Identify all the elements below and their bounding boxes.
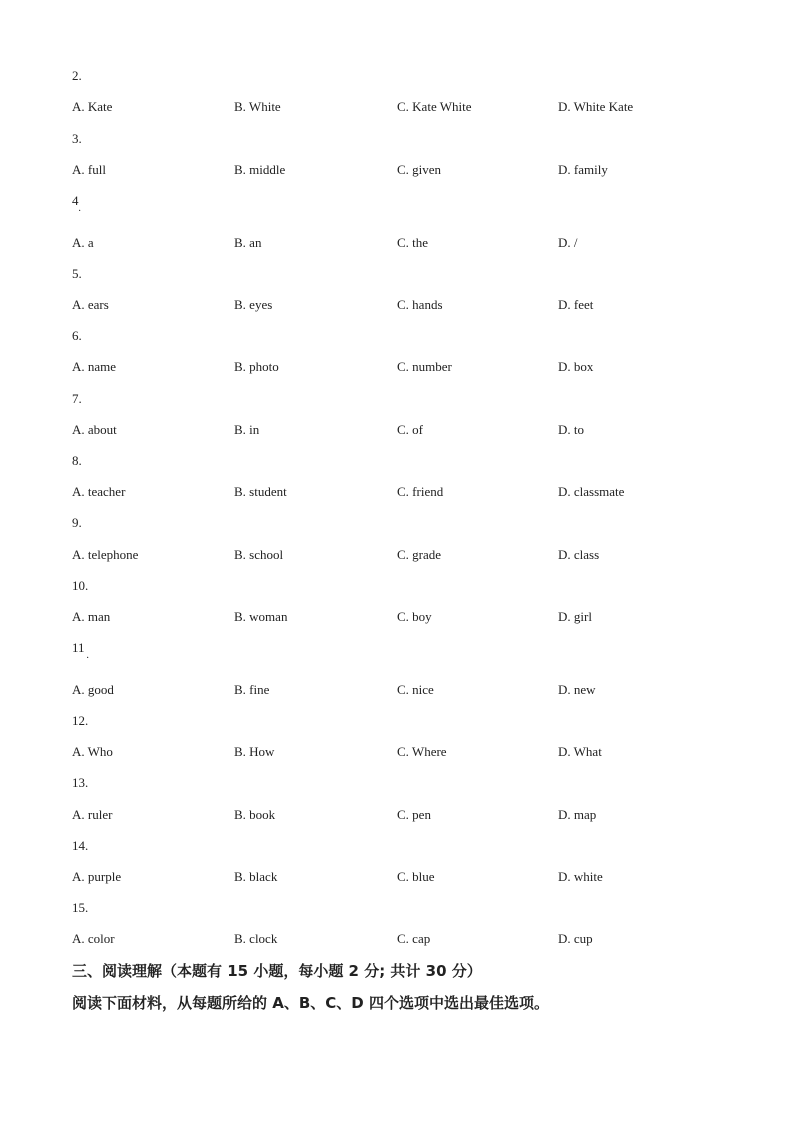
question-number: 14. bbox=[72, 838, 89, 853]
option-b: B. school bbox=[234, 547, 284, 562]
option-b: B. White bbox=[234, 99, 281, 114]
option-d: D. box bbox=[558, 359, 594, 374]
option-b: B. student bbox=[234, 484, 287, 499]
options-row bbox=[0, 807, 794, 823]
option-d: D. map bbox=[558, 807, 597, 822]
option-a: A. man bbox=[72, 609, 111, 624]
question-number: 12. bbox=[72, 713, 89, 728]
option-b: B. in bbox=[234, 422, 260, 437]
option-c: C. of bbox=[397, 422, 423, 437]
options-row bbox=[0, 869, 794, 885]
option-a: A. good bbox=[72, 682, 114, 697]
options-row bbox=[0, 547, 794, 563]
option-c: C. nice bbox=[397, 682, 434, 697]
option-c: C. given bbox=[397, 162, 442, 177]
options-row bbox=[0, 744, 794, 760]
options-row bbox=[0, 359, 794, 375]
option-d: D. cup bbox=[558, 931, 593, 946]
options-row bbox=[0, 931, 794, 947]
option-c: C. pen bbox=[397, 807, 431, 822]
option-b: B. book bbox=[234, 807, 276, 822]
option-c: C. cap bbox=[397, 931, 431, 946]
option-d: D. / bbox=[558, 235, 578, 250]
option-a: A. purple bbox=[72, 869, 122, 884]
option-d: D. new bbox=[558, 682, 596, 697]
question-number: 11 bbox=[72, 640, 85, 655]
option-a: A. Kate bbox=[72, 99, 113, 114]
options-row bbox=[0, 484, 794, 500]
option-c: C. blue bbox=[397, 869, 435, 884]
option-d: D. White Kate bbox=[558, 99, 634, 114]
option-a: A. name bbox=[72, 359, 117, 374]
option-b: B. black bbox=[234, 869, 278, 884]
question-number: 2. bbox=[72, 68, 82, 83]
options-row bbox=[0, 235, 794, 251]
question-number: 9. bbox=[72, 515, 82, 530]
section-instruction: 阅读下面材料，从每题所给的 A、B、C、D 四个选项中选出最佳选项。 bbox=[72, 994, 549, 1012]
question-number: 5. bbox=[72, 266, 82, 281]
question-number: 15. bbox=[72, 900, 89, 915]
option-a: A. Who bbox=[72, 744, 113, 759]
option-a: A. color bbox=[72, 931, 115, 946]
option-c: C. the bbox=[397, 235, 429, 250]
section-heading: 三、阅读理解（本题有 15 小题，每小题 2 分; 共计 30 分） bbox=[72, 962, 482, 980]
options-row bbox=[0, 682, 794, 698]
option-c: C. friend bbox=[397, 484, 444, 499]
option-c: C. grade bbox=[397, 547, 442, 562]
option-a: A. about bbox=[72, 422, 117, 437]
option-a: A. telephone bbox=[72, 547, 139, 562]
option-c: C. boy bbox=[397, 609, 432, 624]
option-c: C. number bbox=[397, 359, 452, 374]
question-number: 13. bbox=[72, 775, 89, 790]
question-number: 4 bbox=[72, 193, 79, 208]
stray-dot: · bbox=[86, 653, 90, 664]
options-row bbox=[0, 422, 794, 438]
option-a: A. ears bbox=[72, 297, 109, 312]
options-row bbox=[0, 99, 794, 115]
options-row bbox=[0, 609, 794, 625]
option-b: B. middle bbox=[234, 162, 286, 177]
option-c: C. Kate White bbox=[397, 99, 472, 114]
option-d: D. to bbox=[558, 422, 584, 437]
option-a: A. full bbox=[72, 162, 106, 177]
option-b: B. photo bbox=[234, 359, 279, 374]
option-b: B. fine bbox=[234, 682, 270, 697]
option-d: D. feet bbox=[558, 297, 594, 312]
option-d: D. classmate bbox=[558, 484, 625, 499]
question-number: 3. bbox=[72, 131, 82, 146]
options-row bbox=[0, 297, 794, 313]
option-b: B. clock bbox=[234, 931, 278, 946]
stray-dot: · bbox=[78, 206, 82, 217]
option-b: B. How bbox=[234, 744, 275, 759]
option-c: C. hands bbox=[397, 297, 443, 312]
question-number: 7. bbox=[72, 391, 82, 406]
option-d: D. girl bbox=[558, 609, 592, 624]
option-a: A. a bbox=[72, 235, 94, 250]
option-d: D. What bbox=[558, 744, 602, 759]
options-row bbox=[0, 162, 794, 178]
option-b: B. eyes bbox=[234, 297, 273, 312]
option-a: A. teacher bbox=[72, 484, 126, 499]
option-d: D. class bbox=[558, 547, 600, 562]
option-d: D. family bbox=[558, 162, 608, 177]
option-d: D. white bbox=[558, 869, 603, 884]
question-number: 6. bbox=[72, 328, 82, 343]
question-number: 8. bbox=[72, 453, 82, 468]
option-a: A. ruler bbox=[72, 807, 113, 822]
question-number: 10. bbox=[72, 578, 89, 593]
option-c: C. Where bbox=[397, 744, 447, 759]
option-b: B. an bbox=[234, 235, 262, 250]
option-b: B. woman bbox=[234, 609, 288, 624]
